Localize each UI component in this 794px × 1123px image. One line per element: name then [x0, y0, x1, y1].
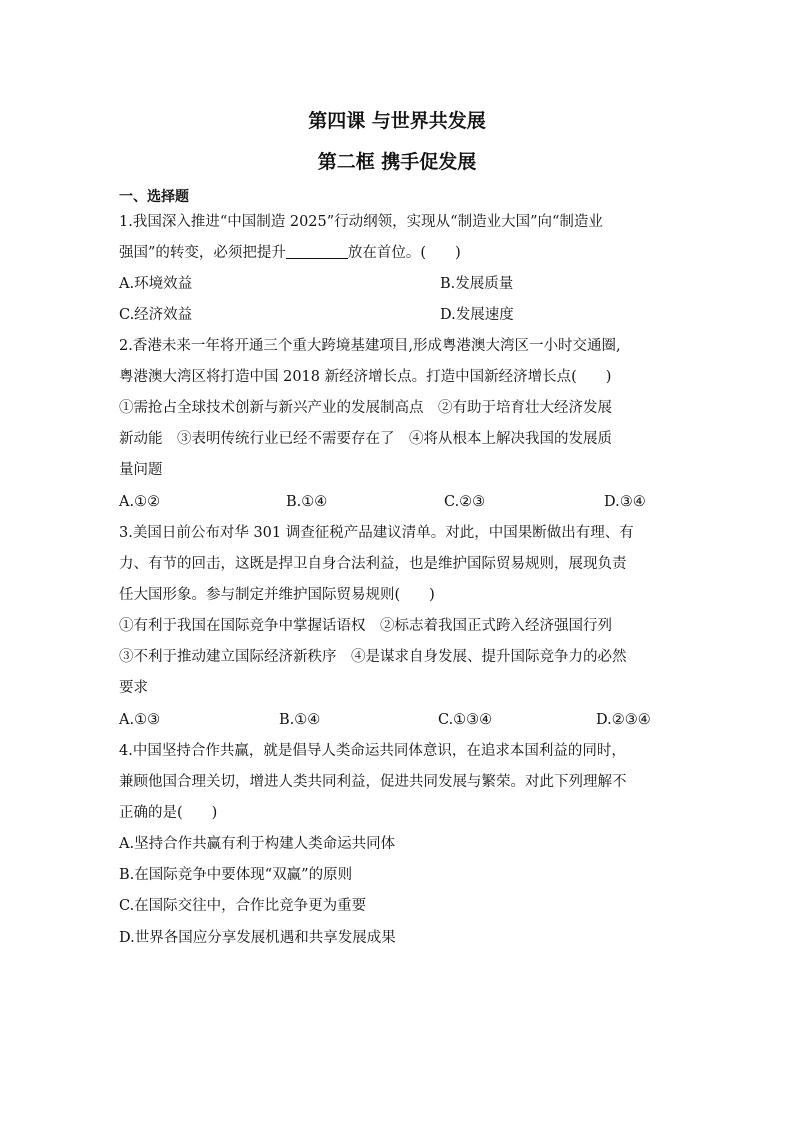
q3-statement-line: ①有利于我国在国际竞争中掌握话语权 ②标志着我国正式跨入经济强国行列 [119, 618, 612, 634]
q1-stem-text: 放在首位。( ) [347, 245, 461, 261]
q3-statement-line: 要求 [119, 680, 148, 696]
q3-option-b: B.①④ [279, 712, 321, 728]
q1-option-d: D.发展速度 [440, 307, 514, 323]
q1-option-b: B.发展质量 [440, 276, 514, 292]
q3-stem-line: 3.美国日前公布对华 301 调查征税产品建议清单。对此，中国果断做出有理、有 [119, 525, 634, 541]
section-subtitle: 第二框 携手促发展 [317, 151, 477, 173]
q2-statement-line: ①需抢占全球技术创新与新兴产业的发展制高点 ②有助于培育壮大经济发展 [119, 400, 612, 416]
q4-option-d: D.世界各国应分享发展机遇和共享发展成果 [119, 930, 396, 946]
q2-option-c: C.②③ [444, 494, 486, 510]
q1-stem-text: 强国”的转变，必须把提升 [119, 245, 286, 261]
q4-option-c: C.在国际交往中，合作比竞争更为重要 [119, 898, 367, 914]
q2-option-a: A.①② [119, 494, 161, 510]
q4-option-a: A.坚持合作共赢有利于构建人类命运共同体 [119, 836, 396, 852]
q2-statement-line: 新动能 ③表明传统行业已经不需要存在了 ④将从根本上解决我国的发展质 [119, 431, 612, 447]
q3-statement-line: ③不利于推动建立国际经济新秩序 ④是谋求自身发展、提升国际竞争力的必然 [119, 649, 627, 665]
q3-option-d: D.②③④ [596, 712, 651, 728]
q3-option-c: C.①③④ [438, 712, 493, 728]
q1-option-c: C.经济效益 [119, 307, 193, 323]
q4-option-b: B.在国际竞争中要体现“双赢”的原则 [119, 867, 353, 883]
q2-stem-line: 粤港澳大湾区将打造中国 2018 新经济增长点。打造中国新经济增长点( ) [119, 369, 612, 385]
q1-stem-line [119, 243, 461, 263]
q4-stem-line: 兼顾他国合理关切，增进人类共同利益，促进共同发展与繁荣。对此下列理解不 [119, 774, 627, 790]
q2-option-d: D.③④ [604, 494, 646, 510]
q3-stem-line: 力、有节的回击，这既是捍卫自身合法利益，也是维护国际贸易规则，展现负责 [119, 556, 627, 572]
lesson-title: 第四课 与世界共发展 [308, 110, 486, 132]
q2-statement-line: 量问题 [119, 462, 163, 478]
section-heading: 一、选择题 [119, 189, 189, 205]
q1-option-a: A.环境效益 [119, 276, 193, 292]
fill-blank [286, 244, 348, 259]
q2-stem-line: 2.香港未来一年将开通三个重大跨境基建项目,形成粤港澳大湾区一小时交通圈, [119, 338, 621, 354]
q4-stem-line: 正确的是( ) [119, 805, 218, 821]
q3-stem-line: 任大国形象。参与制定并维护国际贸易规则( ) [119, 587, 435, 603]
q1-stem-line: 1.我国深入推进“中国制造 2025”行动纲领，实现从“制造业大国”向“制造业 [119, 214, 603, 230]
q2-option-b: B.①④ [286, 494, 328, 510]
q3-option-a: A.①③ [119, 712, 161, 728]
q4-stem-line: 4.中国坚持合作共赢，就是倡导人类命运共同体意识，在追求本国利益的同时， [119, 743, 626, 759]
